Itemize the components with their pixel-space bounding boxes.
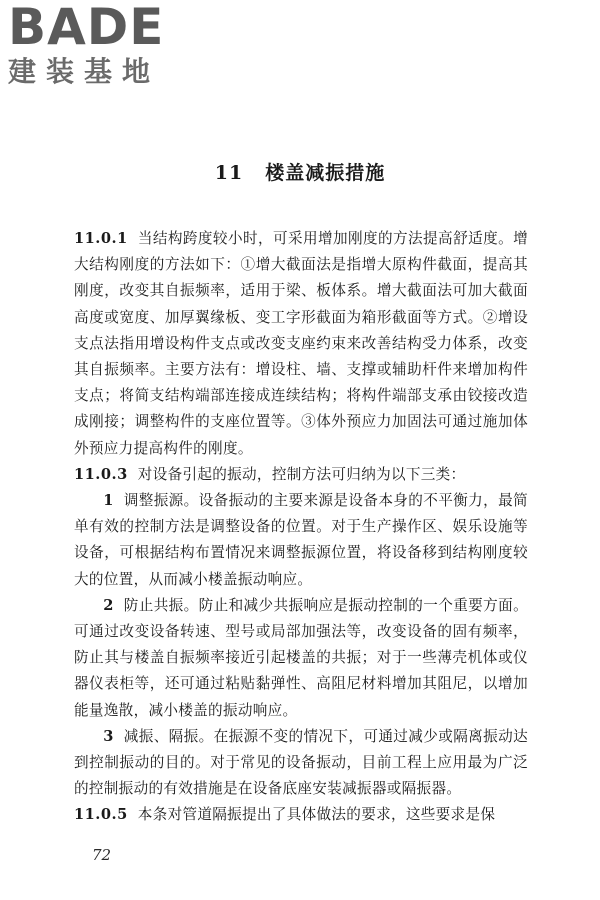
chapter-title-text: 楼盖减振措施 <box>265 162 386 184</box>
list-item <box>74 488 528 593</box>
item-number: 1 <box>103 492 114 510</box>
item-number: 3 <box>103 727 114 745</box>
logo-sub-text: 建装基地 <box>8 55 161 88</box>
item-text: 调整振源。设备振动的主要来源是设备本身的不平衡力，最简单有效的控制方法是调整设备的位置。对于生产操作区、娱乐设施等设备，可根据结构布置情况来调整振源位置，将设备移到结构刚度较大的位置，从而减小楼盖振动响应。 <box>74 492 528 588</box>
item-text: 减振、隔振。在振源不变的情况下，可通过减少或隔离振动达到控制振动的目的。对于常见的设备振动，目前工程上应用最为广泛的控制振动的有效措施是在设备底座安装减振器或隔振器。 <box>74 727 528 798</box>
logo-main-text: BADE <box>8 0 165 56</box>
section-text: 对设备引起的振动，控制方法可归纳为以下三类： <box>137 465 466 483</box>
document-body <box>74 226 528 829</box>
bade-logo <box>8 2 178 88</box>
clause-number: 11.0.1 <box>74 230 128 247</box>
section-text: 当结构跨度较小时，可采用增加刚度的方法提高舒适度。增大结构刚度的方法如下：①增大截面法是指增大原构件截面，提高其刚度，改变其自振频率，适用于梁、板体系。增大截面法可加大截面高度或宽度、加厚翼缘板、变工字形截面为箱形截面等方式。②增设支点法指用增设构件支点或改变支座约束来改善结构受力体系，改变其自振频率。主要方法有：增设柱、墙、支撑或辅助杆件来增加构件支点；将简支结构端部连接成连续结构；将构件端部支承由铰接改造成刚接；调整构件的支座位置等。③体外预应力加固法可通过施加体外预应力提高构件的刚度。 <box>74 230 528 457</box>
section-text: 本条对管道隔振提出了具体做法的要求，这些要求是保 <box>137 806 496 824</box>
item-number: 2 <box>103 596 114 614</box>
clause-number: 11.0.5 <box>74 806 128 824</box>
list-item <box>74 593 528 724</box>
chapter-number: 11 <box>214 162 244 184</box>
section-11-0-1 <box>74 226 528 462</box>
page-number: 72 <box>92 846 112 864</box>
list-item <box>74 724 528 803</box>
item-text: 防止共振。防止和减少共振响应是振动控制的一个重要方面。可通过改变设备转速、型号或局部加强法等，改变设备的固有频率，防止其与楼盖自振频率接近引起楼盖的共振；对于一些薄壳机体或仪器仪表柜等，还可通过粘贴黏弹性、高阻尼材料增加其阻尼，以增加能量逸散，减小楼盖的振动响应。 <box>74 596 528 719</box>
section-11-0-3 <box>74 462 528 488</box>
chapter-title <box>0 158 600 185</box>
section-11-0-5 <box>74 802 528 828</box>
clause-number: 11.0.3 <box>74 465 128 483</box>
